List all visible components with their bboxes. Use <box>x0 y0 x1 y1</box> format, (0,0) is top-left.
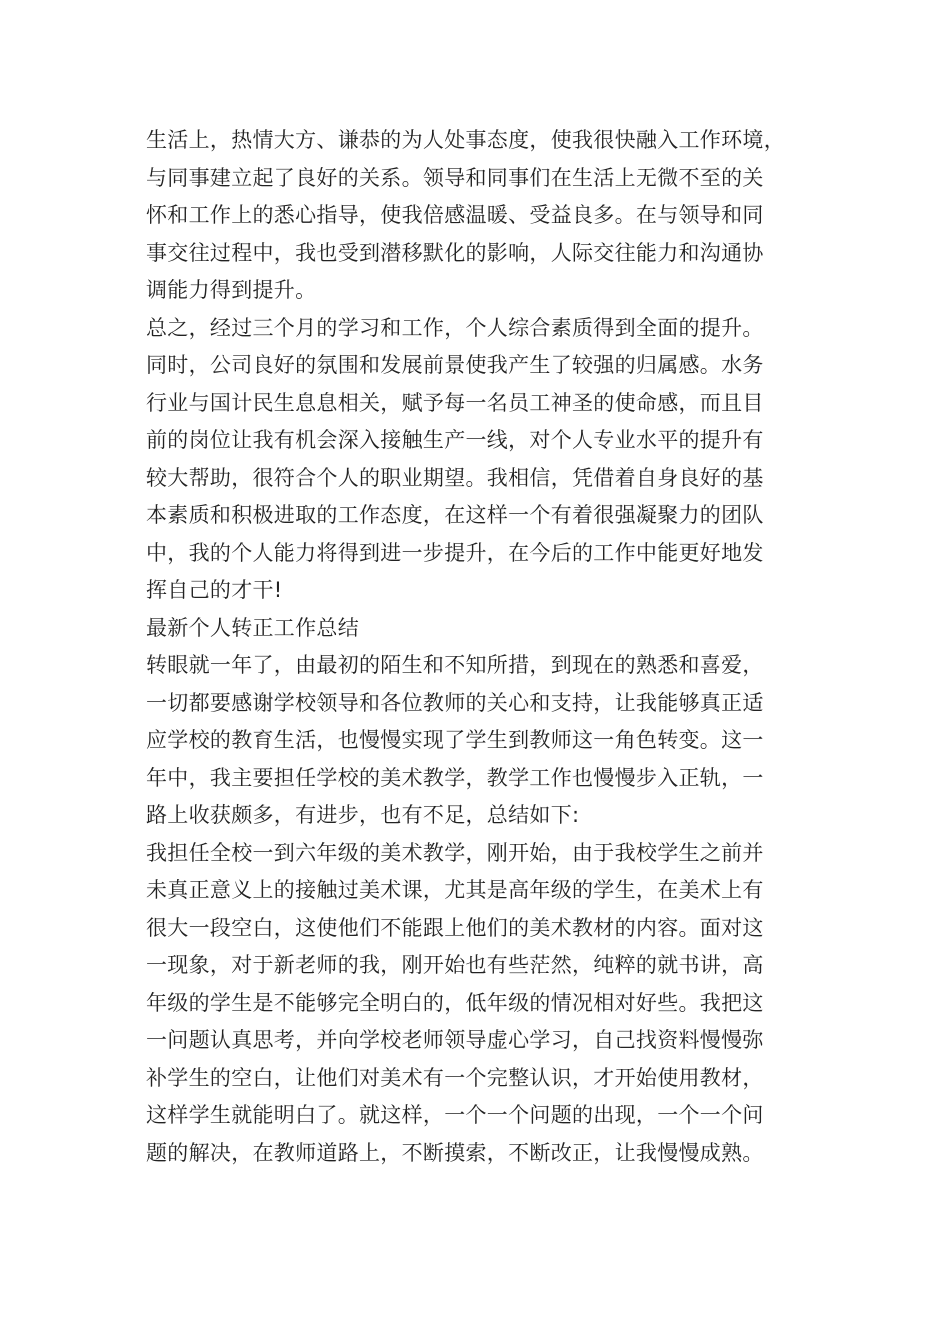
text-line: 路上收获颇多，有进步，也有不足，总结如下: <box>146 803 580 827</box>
text-line: 补学生的空白，让他们对美术有一个完整认识，才开始使用教材， <box>146 1065 764 1090</box>
text-line: 这样学生就能明白了。就这样，一个一个问题的出现，一个一个问 <box>146 1103 764 1127</box>
text-line: 怀和工作上的悉心指导，使我倍感温暖、受益良多。在与领导和同 <box>146 203 764 227</box>
text-line: 一现象，对于新老师的我，刚开始也有些茫然，纯粹的就书讲，高 <box>146 953 764 977</box>
text-line: 年中，我主要担任学校的美术教学，教学工作也慢慢步入正轨，一 <box>146 765 764 790</box>
text-line: 挥自己的才干! <box>146 578 283 602</box>
text-line: 总之，经过三个月的学习和工作，个人综合素质得到全面的提升。 <box>146 315 764 340</box>
text-line: 调能力得到提升。 <box>146 278 317 302</box>
text-line: 中，我的个人能力将得到进一步提升，在今后的工作中能更好地发 <box>146 540 764 565</box>
text-line: 转眼就一年了，由最初的陌生和不知所措，到现在的熟悉和喜爱， <box>146 653 764 677</box>
text-line: 题的解决，在教师道路上，不断摸索，不断改正，让我慢慢成熟。 <box>146 1140 764 1165</box>
text-line: 应学校的教育生活，也慢慢实现了学生到教师这一角色转变。这一 <box>146 728 764 752</box>
text-line: 年级的学生是不能够完全明白的，低年级的情况相对好些。我把这 <box>146 990 764 1015</box>
text-line: 与同事建立起了良好的关系。领导和同事们在生活上无微不至的关 <box>146 165 764 190</box>
text-line: 很大一段空白，这使他们不能跟上他们的美术教材的内容。面对这 <box>146 915 764 940</box>
section-heading: 最新个人转正工作总结 <box>146 615 359 640</box>
text-line: 我担任全校一到六年级的美术教学，刚开始，由于我校学生之前并 <box>146 840 764 865</box>
text-line: 一问题认真思考，并向学校老师领导虚心学习，自己找资料慢慢弥 <box>146 1028 764 1052</box>
text-line: 行业与国计民生息息相关，赋予每一名员工神圣的使命感，而且目 <box>146 390 764 415</box>
text-line: 未真正意义上的接触过美术课，尤其是高年级的学生，在美术上有 <box>146 878 764 902</box>
text-line: 同时，公司良好的氛围和发展前景使我产生了较强的归属感。水务 <box>146 353 764 377</box>
text-line: 事交往过程中，我也受到潜移默化的影响，人际交往能力和沟通协 <box>146 240 764 265</box>
document-body <box>146 122 816 1172</box>
text-line: 前的岗位让我有机会深入接触生产一线，对个人专业水平的提升有 <box>146 428 764 452</box>
text-line: 本素质和积极进取的工作态度，在这样一个有着很强凝聚力的团队 <box>146 503 764 527</box>
text-line: 较大帮助，很符合个人的职业期望。我相信，凭借着自身良好的基 <box>146 465 764 490</box>
text-line: 一切都要感谢学校领导和各位教师的关心和支持，让我能够真正适 <box>146 690 764 715</box>
text-line: 生活上，热情大方、谦恭的为人处事态度，使我很快融入工作环境， <box>146 128 785 152</box>
